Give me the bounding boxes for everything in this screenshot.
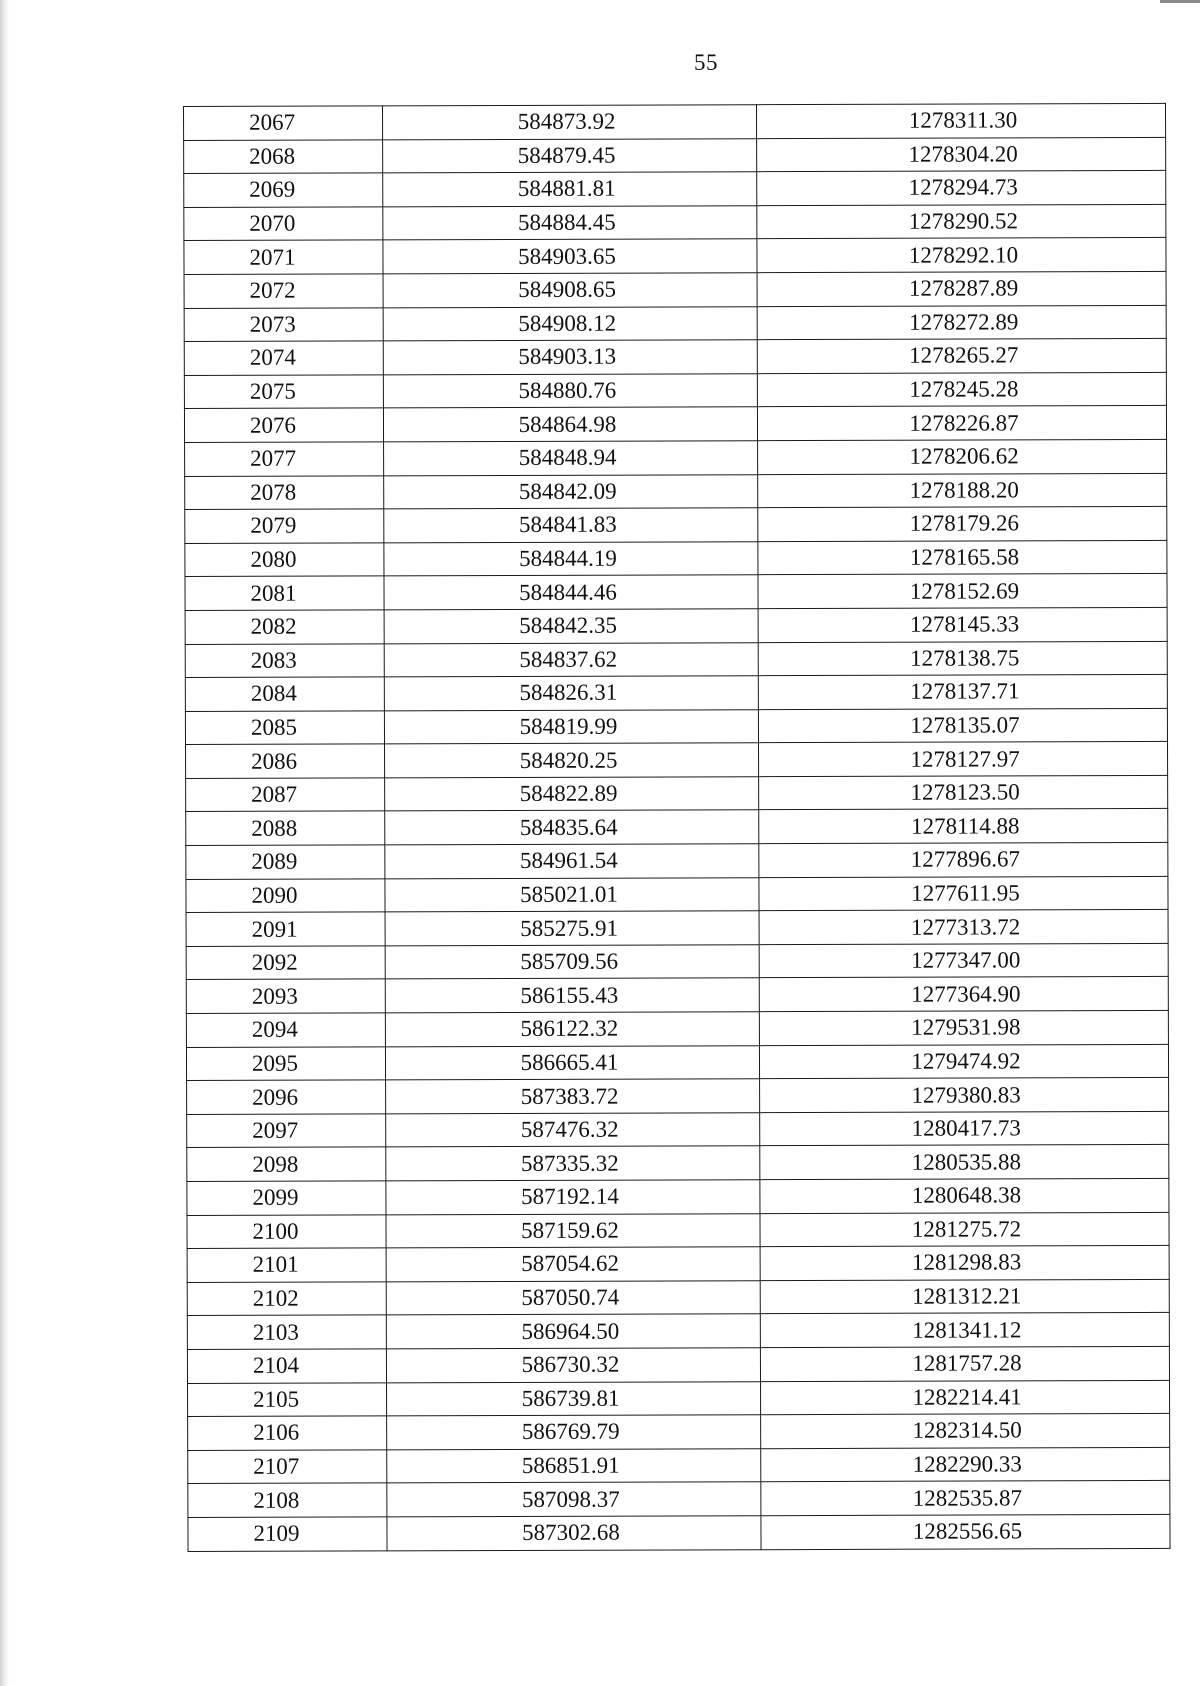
- table-row: [186, 1044, 1168, 1081]
- x-coordinate-cell: 584903.13: [383, 340, 757, 375]
- y-coordinate-cell: 1278135.07: [758, 708, 1167, 743]
- x-coordinate-cell: 585275.91: [385, 911, 759, 946]
- point-id-cell: 2075: [184, 375, 383, 409]
- point-id-cell: 2069: [184, 173, 383, 207]
- x-coordinate-cell: 584844.19: [384, 541, 758, 576]
- x-coordinate-cell: 586155.43: [385, 978, 759, 1013]
- table-row: [188, 1380, 1170, 1417]
- x-coordinate-cell: 584842.35: [384, 609, 758, 644]
- table-row: [185, 439, 1167, 476]
- y-coordinate-cell: 1278226.87: [757, 406, 1166, 441]
- x-coordinate-cell: 584879.45: [383, 138, 757, 173]
- table-row: [184, 204, 1166, 241]
- x-coordinate-cell: 587050.74: [386, 1280, 760, 1315]
- y-coordinate-cell: 1281312.21: [760, 1279, 1169, 1314]
- table-row: [188, 1481, 1170, 1518]
- x-coordinate-cell: 586739.81: [387, 1381, 761, 1416]
- x-coordinate-cell: 587098.37: [387, 1482, 761, 1517]
- y-coordinate-cell: 1279380.83: [760, 1078, 1169, 1113]
- table-row: [184, 339, 1166, 376]
- table-row: [184, 271, 1166, 308]
- x-coordinate-cell: 585021.01: [385, 877, 759, 912]
- table-row: [186, 977, 1168, 1014]
- y-coordinate-cell: 1280417.73: [760, 1111, 1169, 1146]
- point-id-cell: 2098: [187, 1147, 386, 1181]
- point-id-cell: 2083: [185, 643, 384, 677]
- point-id-cell: 2088: [186, 811, 385, 845]
- y-coordinate-cell: 1278179.26: [758, 507, 1167, 542]
- point-id-cell: 2080: [185, 543, 384, 577]
- y-coordinate-cell: 1278265.27: [757, 339, 1166, 374]
- table-row: [186, 742, 1168, 779]
- y-coordinate-cell: 1278206.62: [758, 439, 1167, 474]
- table-row: [187, 1313, 1169, 1350]
- table-row: [187, 1346, 1169, 1383]
- x-coordinate-cell: 587476.32: [386, 1113, 760, 1148]
- y-coordinate-cell: 1278294.73: [757, 171, 1166, 206]
- table-row: [184, 372, 1166, 409]
- x-coordinate-cell: 584819.99: [384, 709, 758, 744]
- y-coordinate-cell: 1278311.30: [756, 103, 1165, 138]
- y-coordinate-cell: 1278245.28: [757, 372, 1166, 407]
- point-id-cell: 2073: [184, 307, 383, 341]
- y-coordinate-cell: 1281275.72: [760, 1212, 1169, 1247]
- table-row: [187, 1279, 1169, 1316]
- table-row: [185, 507, 1167, 544]
- y-coordinate-cell: 1281298.83: [760, 1246, 1169, 1281]
- point-id-cell: 2109: [188, 1517, 387, 1551]
- point-id-cell: 2100: [187, 1214, 386, 1248]
- table-row: [184, 305, 1166, 342]
- table-row: [186, 775, 1168, 812]
- table-row: [185, 641, 1167, 678]
- point-id-cell: 2107: [188, 1450, 387, 1484]
- x-coordinate-cell: 584848.94: [384, 441, 758, 476]
- page-number: 55: [694, 50, 718, 75]
- point-id-cell: 2082: [185, 610, 384, 644]
- point-id-cell: 2070: [184, 207, 383, 241]
- y-coordinate-cell: 1279474.92: [759, 1044, 1168, 1079]
- table-row: [188, 1447, 1170, 1484]
- y-coordinate-cell: 1278138.75: [758, 641, 1167, 676]
- point-id-cell: 2102: [187, 1282, 386, 1316]
- table-row: [185, 574, 1167, 611]
- y-coordinate-cell: 1278165.58: [758, 540, 1167, 575]
- table-row: [185, 540, 1167, 577]
- x-coordinate-cell: 586665.41: [385, 1045, 759, 1080]
- x-coordinate-cell: 584873.92: [383, 105, 757, 140]
- scan-edge-left: [0, 0, 9, 1686]
- table-row: [185, 607, 1167, 644]
- x-coordinate-cell: 586122.32: [385, 1012, 759, 1047]
- point-id-cell: 2108: [188, 1483, 387, 1517]
- point-id-cell: 2087: [186, 778, 385, 812]
- table-row: [185, 708, 1167, 745]
- point-id-cell: 2103: [187, 1315, 386, 1349]
- x-coordinate-cell: 584826.31: [384, 676, 758, 711]
- y-coordinate-cell: 1277896.67: [759, 842, 1168, 877]
- x-coordinate-cell: 586730.32: [386, 1348, 760, 1383]
- y-coordinate-cell: 1278145.33: [758, 607, 1167, 642]
- y-coordinate-cell: 1281341.12: [760, 1313, 1169, 1348]
- x-coordinate-cell: 586851.91: [387, 1448, 761, 1483]
- x-coordinate-cell: 584903.65: [383, 239, 757, 274]
- x-coordinate-cell: 584908.12: [383, 306, 757, 341]
- y-coordinate-cell: 1282535.87: [761, 1481, 1170, 1516]
- x-coordinate-cell: 584841.83: [384, 508, 758, 543]
- y-coordinate-cell: 1278188.20: [758, 473, 1167, 508]
- table-row: [186, 876, 1168, 913]
- x-coordinate-cell: 585709.56: [385, 945, 759, 980]
- scan-edge-mark: [1160, 0, 1200, 3]
- point-id-cell: 2104: [187, 1349, 386, 1383]
- y-coordinate-cell: 1278292.10: [757, 238, 1166, 273]
- table-row: [187, 1078, 1169, 1115]
- table-row: [187, 1111, 1169, 1148]
- y-coordinate-cell: 1282556.65: [761, 1514, 1170, 1549]
- point-id-cell: 2077: [185, 442, 384, 476]
- coordinates-table: [183, 103, 1171, 1552]
- y-coordinate-cell: 1282314.50: [761, 1414, 1170, 1449]
- y-coordinate-cell: 1279531.98: [759, 1010, 1168, 1045]
- table-row: [184, 103, 1166, 140]
- point-id-cell: 2079: [185, 509, 384, 543]
- x-coordinate-cell: 584835.64: [385, 810, 759, 845]
- table-row: [188, 1414, 1170, 1451]
- y-coordinate-cell: 1277347.00: [759, 943, 1168, 978]
- y-coordinate-cell: 1277611.95: [759, 876, 1168, 911]
- point-id-cell: 2097: [187, 1114, 386, 1148]
- point-id-cell: 2071: [184, 240, 383, 274]
- point-id-cell: 2076: [184, 408, 383, 442]
- point-id-cell: 2067: [184, 106, 383, 140]
- point-id-cell: 2095: [186, 1046, 385, 1080]
- point-id-cell: 2072: [184, 274, 383, 308]
- y-coordinate-cell: 1278152.69: [758, 574, 1167, 609]
- point-id-cell: 2106: [188, 1416, 387, 1450]
- point-id-cell: 2084: [185, 677, 384, 711]
- x-coordinate-cell: 584844.46: [384, 575, 758, 610]
- x-coordinate-cell: 584961.54: [385, 844, 759, 879]
- y-coordinate-cell: 1278304.20: [757, 137, 1166, 172]
- table-row: [186, 910, 1168, 947]
- point-id-cell: 2081: [185, 576, 384, 610]
- x-coordinate-cell: 584884.45: [383, 205, 757, 240]
- y-coordinate-cell: 1278127.97: [759, 742, 1168, 777]
- x-coordinate-cell: 587054.62: [386, 1247, 760, 1282]
- x-coordinate-cell: 584881.81: [383, 172, 757, 207]
- point-id-cell: 2092: [186, 946, 385, 980]
- point-id-cell: 2101: [187, 1248, 386, 1282]
- x-coordinate-cell: 587192.14: [386, 1180, 760, 1215]
- x-coordinate-cell: 587159.62: [386, 1213, 760, 1248]
- point-id-cell: 2085: [185, 711, 384, 745]
- table-row: [187, 1246, 1169, 1283]
- x-coordinate-cell: 586964.50: [386, 1314, 760, 1349]
- y-coordinate-cell: 1278137.71: [758, 675, 1167, 710]
- x-coordinate-cell: 587383.72: [386, 1079, 760, 1114]
- x-coordinate-cell: 587335.32: [386, 1146, 760, 1181]
- table-row: [188, 1514, 1170, 1551]
- y-coordinate-cell: 1282214.41: [761, 1380, 1170, 1415]
- table-row: [187, 1212, 1169, 1249]
- point-id-cell: 2096: [187, 1080, 386, 1114]
- y-coordinate-cell: 1278272.89: [757, 305, 1166, 340]
- y-coordinate-cell: 1278123.50: [759, 775, 1168, 810]
- x-coordinate-cell: 584837.62: [384, 642, 758, 677]
- point-id-cell: 2078: [185, 475, 384, 509]
- coordinates-table-body: [184, 103, 1171, 1551]
- point-id-cell: 2074: [184, 341, 383, 375]
- table-row: [185, 473, 1167, 510]
- x-coordinate-cell: 584842.09: [384, 474, 758, 509]
- point-id-cell: 2099: [187, 1181, 386, 1215]
- table-row: [184, 238, 1166, 275]
- x-coordinate-cell: 586769.79: [387, 1415, 761, 1450]
- x-coordinate-cell: 584822.89: [385, 777, 759, 812]
- point-id-cell: 2090: [186, 879, 385, 913]
- point-id-cell: 2093: [186, 979, 385, 1013]
- y-coordinate-cell: 1277313.72: [759, 910, 1168, 945]
- table-row: [184, 406, 1166, 443]
- y-coordinate-cell: 1281757.28: [760, 1346, 1169, 1381]
- point-id-cell: 2086: [186, 744, 385, 778]
- x-coordinate-cell: 584908.65: [383, 273, 757, 308]
- y-coordinate-cell: 1278114.88: [759, 809, 1168, 844]
- table-row: [185, 675, 1167, 712]
- table-row: [186, 943, 1168, 980]
- point-id-cell: 2105: [188, 1382, 387, 1416]
- y-coordinate-cell: 1278290.52: [757, 204, 1166, 239]
- table-row: [187, 1145, 1169, 1182]
- table-row: [186, 809, 1168, 846]
- y-coordinate-cell: 1280535.88: [760, 1145, 1169, 1180]
- point-id-cell: 2091: [186, 912, 385, 946]
- x-coordinate-cell: 584864.98: [383, 407, 757, 442]
- point-id-cell: 2068: [184, 139, 383, 173]
- table-row: [186, 1010, 1168, 1047]
- y-coordinate-cell: 1280648.38: [760, 1178, 1169, 1213]
- point-id-cell: 2089: [186, 845, 385, 879]
- table-row: [184, 137, 1166, 174]
- y-coordinate-cell: 1278287.89: [757, 271, 1166, 306]
- y-coordinate-cell: 1277364.90: [759, 977, 1168, 1012]
- table-row: [187, 1178, 1169, 1215]
- table-row: [184, 171, 1166, 208]
- table-row: [186, 842, 1168, 879]
- point-id-cell: 2094: [186, 1013, 385, 1047]
- x-coordinate-cell: 584820.25: [385, 743, 759, 778]
- y-coordinate-cell: 1282290.33: [761, 1447, 1170, 1482]
- x-coordinate-cell: 584880.76: [383, 373, 757, 408]
- x-coordinate-cell: 587302.68: [387, 1516, 761, 1551]
